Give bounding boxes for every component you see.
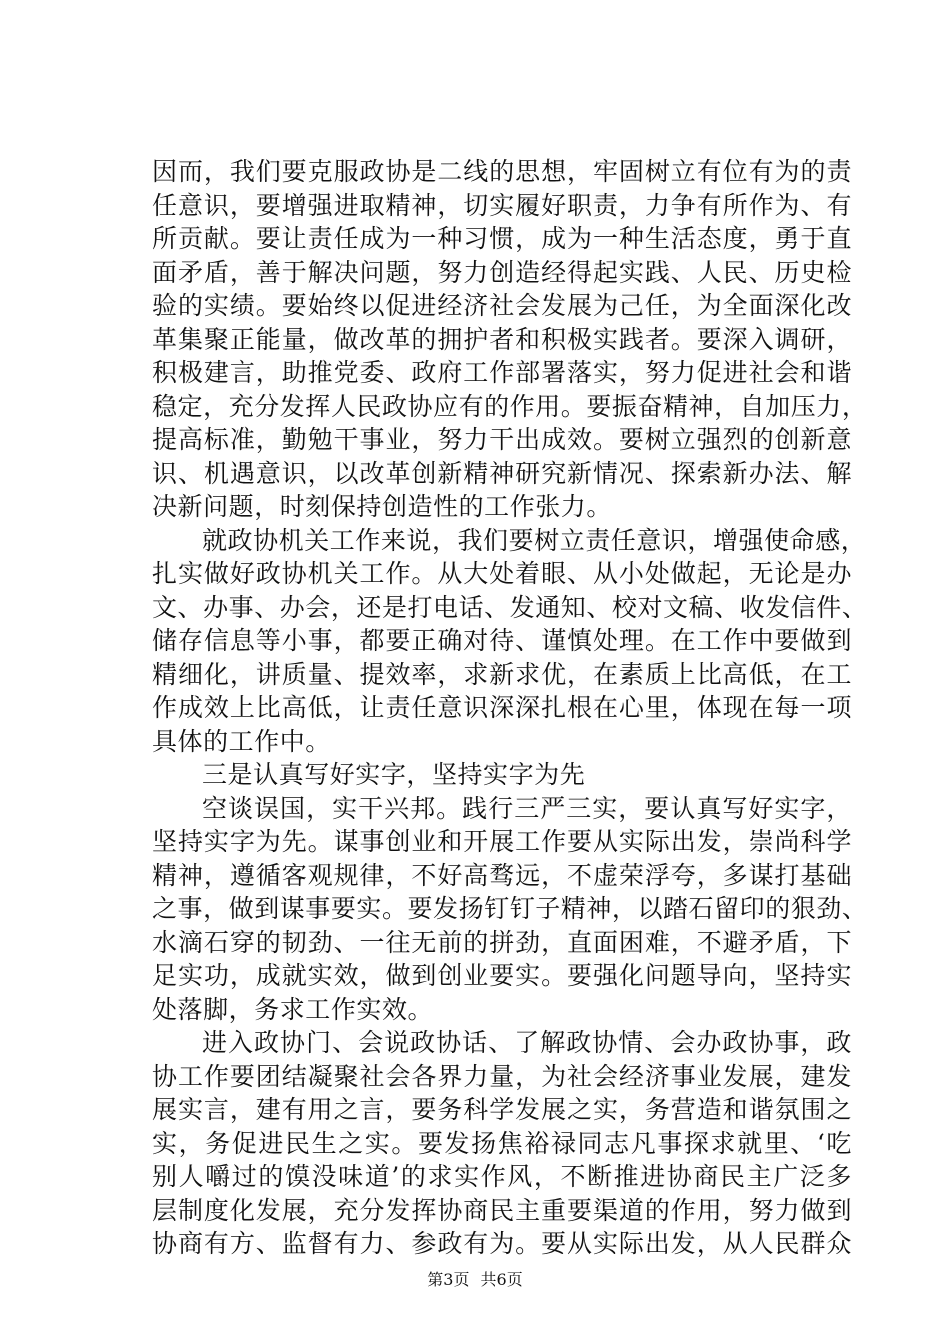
- text-line: 进入政协门、会说政协话、了解政协情、会办政协事，政: [202, 1028, 852, 1057]
- text-line: 协工作要团结凝聚社会各界力量，为社会经济事业发展，建发: [152, 1061, 852, 1091]
- text-line: 精神，遵循客观规律，不好高骛远，不虚荣浮夸，多谋打基础: [152, 860, 852, 890]
- text-line: 面矛盾，善于解决问题，努力创造经得起实践、人民、历史检: [152, 257, 852, 287]
- text-line: 储存信息等小事，都要正确对待、谨慎处理。在工作中要做到: [152, 626, 852, 655]
- text-line: 稳定，充分发挥人民政协应有的作用。要振奋精神，自加压力，: [152, 391, 868, 421]
- section-heading: 三是认真写好实字，坚持实字为先: [202, 760, 586, 789]
- text-line: 积极建言，助推党委、政府工作部署落实，努力促进社会和谐: [152, 358, 852, 387]
- text-line: 具体的工作中。: [152, 726, 331, 756]
- text-line: 革集聚正能量，做改革的拥护者和积极实践者。要深入调研，: [152, 324, 852, 354]
- text-line: 水滴石穿的韧劲、一往无前的拼劲，直面困难，不避矛盾，下: [152, 927, 852, 957]
- text-line: 空谈误国，实干兴邦。践行三严三实，要认真写好实字，: [202, 793, 852, 823]
- page-total: 共6页: [480, 1270, 523, 1289]
- text-line: 实，务促进民生之实。要发扬焦裕禄同志凡事探求就里、‘吃: [152, 1128, 852, 1158]
- text-line: 文、办事、办会，还是打电话、发通知、校对文稿、收发信件、: [152, 592, 868, 622]
- text-line: 足实功，成就实效，做到创业要实。要强化问题导向，坚持实: [152, 961, 852, 990]
- text-line: 提高标准，勤勉干事业，努力干出成效。要树立强烈的创新意: [152, 425, 852, 454]
- text-line: 扎实做好政协机关工作。从大处着眼、从小处做起，无论是办: [152, 559, 852, 588]
- text-line: 就政协机关工作来说，我们要树立责任意识，增强使命感，: [202, 525, 867, 555]
- text-line: 所贡献。要让责任成为一种习惯，成为一种生活态度，勇于直: [152, 224, 852, 253]
- text-line: 因而，我们要克服政协是二线的思想，牢固树立有位有为的责: [152, 157, 852, 186]
- text-line: 处落脚，务求工作实效。: [152, 994, 434, 1024]
- page-number: 第3页: [427, 1270, 470, 1289]
- text-line: 展实言，建有用之言，要务科学发展之实，务营造和谐氛围之: [152, 1095, 852, 1124]
- text-line: 坚持实字为先。谋事创业和开展工作要从实际出发，崇尚科学: [152, 827, 852, 856]
- text-line: 决新问题，时刻保持创造性的工作张力。: [152, 492, 612, 521]
- text-line: 层制度化发展，充分发挥协商民主重要渠道的作用，努力做到: [152, 1195, 852, 1225]
- text-line: 作成效上比高低，让责任意识深深扎根在心里，体现在每一项: [152, 693, 852, 722]
- page-footer: [0, 1270, 950, 1290]
- text-line: 任意识，要增强进取精神，切实履好职责，力争有所作为、有: [152, 190, 852, 220]
- text-line: 协商有方、监督有力、参政有为。要从实际出发，从人民群众: [152, 1229, 852, 1258]
- body-text: [152, 155, 868, 1261]
- text-line: 验的实绩。要始终以促进经济社会发展为己任，为全面深化改: [152, 291, 852, 320]
- text-line: 别人嚼过的馍没味道’的求实作风，不断推进协商民主广泛多: [152, 1162, 852, 1191]
- text-line: 之事，做到谋事要实。要发扬钉钉子精神，以踏石留印的狠劲、: [152, 894, 868, 923]
- text-line: 精细化，讲质量、提效率，求新求优，在素质上比高低，在工: [152, 659, 852, 689]
- text-line: 识、机遇意识，以改革创新精神研究新情况、探索新办法、解: [152, 458, 852, 488]
